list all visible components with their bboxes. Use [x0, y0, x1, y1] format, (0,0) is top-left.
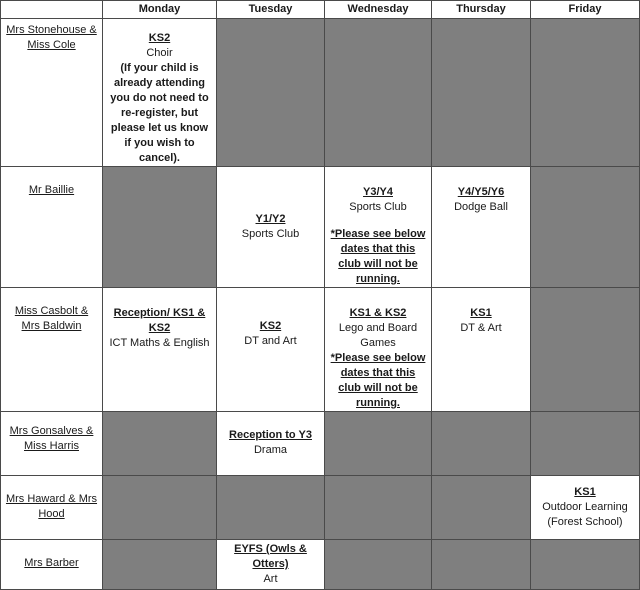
club-group: Reception/ KS1 & KS2 — [113, 307, 206, 334]
club-cell-wednesday — [325, 167, 432, 288]
empty-cell — [531, 288, 640, 412]
club-activity: Sports Club — [349, 201, 407, 213]
table-row — [1, 19, 640, 167]
header-tuesday: Tuesday — [217, 1, 325, 19]
teacher-name: Mrs Stonehouse & Miss Cole — [6, 24, 97, 51]
empty-cell — [432, 540, 531, 590]
teacher-cell — [1, 19, 103, 167]
empty-cell — [432, 412, 531, 476]
club-cell-monday — [103, 288, 217, 412]
club-cell-thursday — [432, 167, 531, 288]
empty-cell — [325, 412, 432, 476]
empty-cell — [531, 540, 640, 590]
empty-cell — [325, 540, 432, 590]
teacher-cell — [1, 412, 103, 476]
teacher-name: Mrs Gonsalves & Miss Harris — [9, 425, 94, 452]
club-activity: Lego and Board Games — [338, 322, 418, 349]
empty-cell — [325, 19, 432, 167]
club-activity: Sports Club — [241, 228, 300, 240]
table-row — [1, 167, 640, 288]
club-warning: *Please see below dates that this club will not be running. — [330, 228, 426, 285]
club-group: KS1 — [574, 486, 596, 498]
club-cell-tuesday — [217, 167, 325, 288]
club-cell-thursday — [432, 288, 531, 412]
club-group: KS1 — [470, 307, 492, 319]
club-activity: ICT Maths & English — [109, 337, 210, 349]
empty-cell — [432, 19, 531, 167]
empty-cell — [531, 412, 640, 476]
teacher-cell — [1, 288, 103, 412]
table-row — [1, 476, 640, 540]
club-note: (If your child is already attending you do not need to re-register, but please let us know if you wish to cancel). — [110, 62, 209, 164]
club-cell-monday — [103, 19, 217, 167]
empty-cell — [103, 476, 217, 540]
header-wednesday: Wednesday — [325, 1, 432, 19]
header-thursday: Thursday — [432, 1, 531, 19]
club-group: KS2 — [148, 32, 171, 44]
table-row — [1, 540, 640, 590]
club-group: EYFS (Owls & Otters) — [234, 543, 307, 570]
header-friday: Friday — [531, 1, 640, 19]
header-row — [1, 1, 640, 19]
header-monday: Monday — [103, 1, 217, 19]
empty-cell — [103, 540, 217, 590]
club-group: Reception to Y3 — [229, 429, 312, 441]
teacher-cell — [1, 167, 103, 288]
club-cell-tuesday — [217, 412, 325, 476]
club-activity: Dodge Ball — [454, 201, 508, 213]
club-group: KS1 & KS2 — [349, 307, 407, 319]
club-cell-friday — [531, 476, 640, 540]
empty-cell — [432, 476, 531, 540]
empty-cell — [531, 167, 640, 288]
club-cell-tuesday — [217, 288, 325, 412]
empty-cell — [325, 476, 432, 540]
teacher-cell — [1, 540, 103, 590]
club-cell-wednesday — [325, 288, 432, 412]
club-group: KS2 — [259, 320, 282, 332]
teacher-name: Mrs Haward & Mrs Hood — [5, 493, 98, 520]
header-corner — [1, 1, 103, 19]
empty-cell — [217, 476, 325, 540]
teacher-cell — [1, 476, 103, 540]
empty-cell — [103, 412, 217, 476]
club-warning: *Please see below dates that this club will not be running. — [330, 352, 426, 409]
club-activity: DT and Art — [244, 335, 297, 347]
club-activity: Art — [263, 573, 278, 585]
empty-cell — [531, 19, 640, 167]
empty-cell — [217, 19, 325, 167]
club-group: Y1/Y2 — [255, 213, 286, 225]
teacher-name: Miss Casbolt & Mrs Baldwin — [14, 305, 89, 332]
teacher-name: Mr Baillie — [28, 184, 75, 196]
club-activity: DT & Art — [460, 322, 502, 334]
club-cell-tuesday — [217, 540, 325, 590]
table-row — [1, 412, 640, 476]
empty-cell — [103, 167, 217, 288]
club-group: Y3/Y4 — [363, 186, 393, 198]
teacher-name: Mrs Barber — [24, 557, 79, 569]
club-activity: Choir — [146, 47, 173, 59]
club-activity: Drama — [253, 444, 287, 456]
club-group: Y4/Y5/Y6 — [457, 186, 505, 198]
club-activity: Outdoor Learning (Forest School) — [542, 501, 628, 528]
table-row — [1, 288, 640, 412]
